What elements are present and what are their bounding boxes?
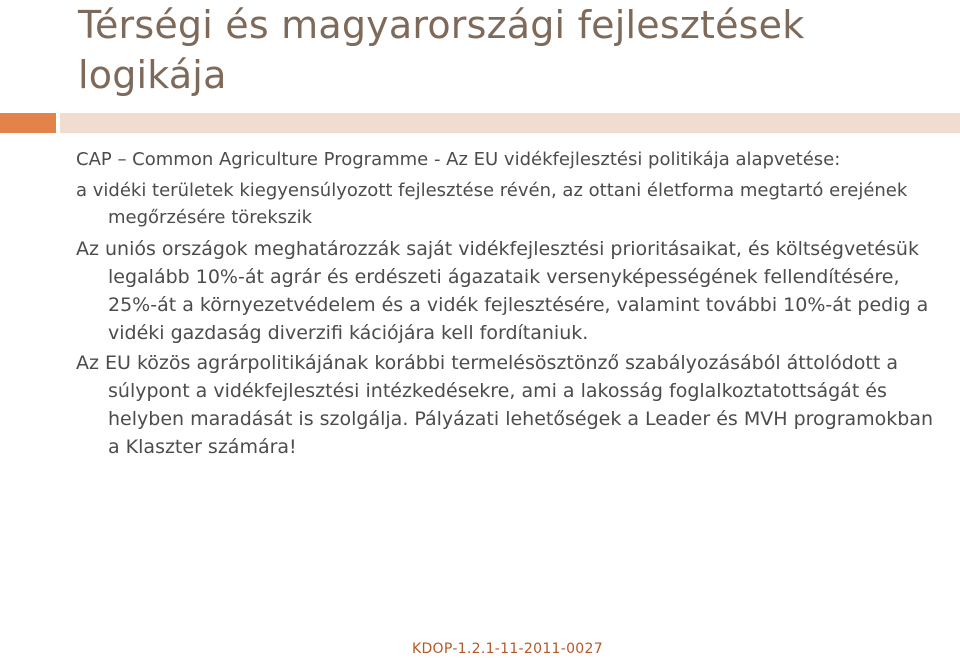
slide-content xyxy=(76,146,936,463)
slide-footer-project-code: KDOP-1.2.1-11-2011-0027 xyxy=(412,641,603,657)
title-accent-bar-left xyxy=(0,113,56,133)
bullet-national-priorities: Az uniós országok meghatározzák saját vidékfejlesztési prioritásaikat, és költségvetésük legalább 10%-át agrár és erdészeti ágazataik versenyképességének fellendítésére, 25%-át a környezetvédelem és a vidék fejlesztésére, valamint további 10%-át pedig a vidéki gazdaság diverzifi kációjára kell fordítaniuk. xyxy=(76,238,929,344)
bullet-cap-intro: CAP – Common Agriculture Programme - Az EU vidékfejlesztési politikája alapvetése: xyxy=(76,149,841,170)
bullet-balanced-development: a vidéki területek kiegyensúlyozott fejlesztése révén, az ottani életforma megtartó erejének megőrzésére törekszik xyxy=(76,180,908,228)
bullet-agricultural-policy: Az EU közös agrárpolitikájának korábbi termelésösztönző szabályozásából áttolódott a súlypont a vidékfejlesztési intézkedésekre, ami a lakosság foglalkoztatottságát és helyben maradását is szolgálja. Pályázati lehetőségek a Leader és MVH programokban a Klaszter számára! xyxy=(76,352,934,458)
title-accent-bar-right xyxy=(60,113,960,133)
slide-title: Térségi és magyarországi fejlesztések logikája xyxy=(78,3,805,97)
